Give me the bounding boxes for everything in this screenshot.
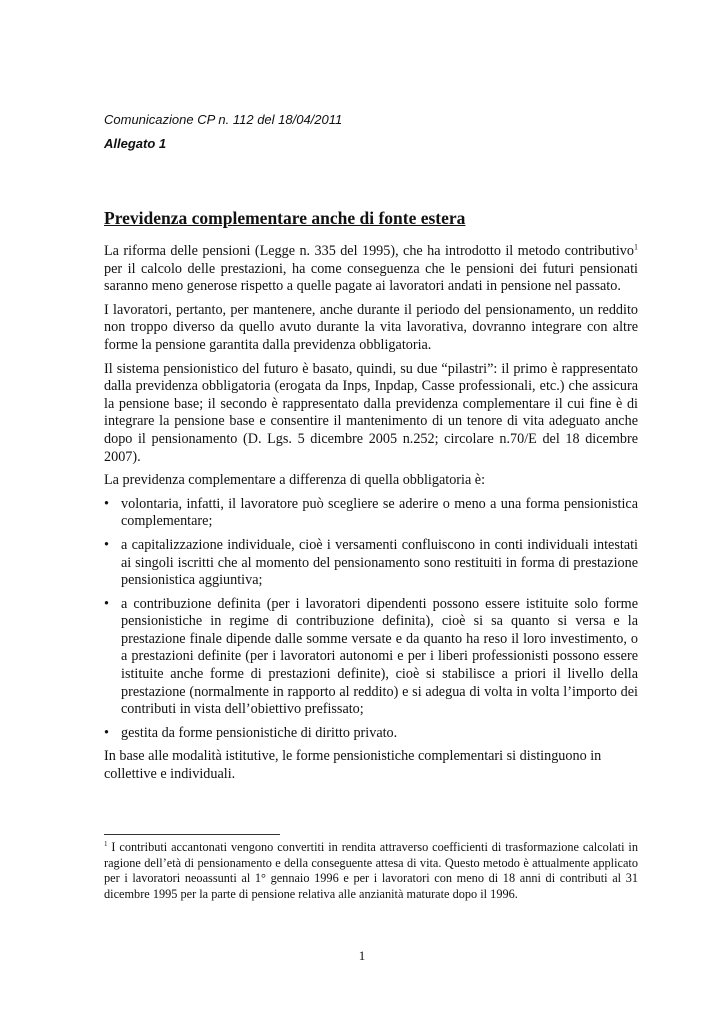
footnote-divider <box>104 834 280 835</box>
bullet-icon: • <box>104 724 109 741</box>
bullet-icon: • <box>104 536 109 553</box>
paragraph-2: I lavoratori, pertanto, per mantenere, anche durante il periodo del pensionamento, un reddito non troppo diverso da quello avuto durante la vita lavorativa, dovranno integrare con altre forme la pensione garantita dalla previdenza obbligatoria. <box>104 301 638 353</box>
paragraph-4: La previdenza complementare a differenza di quella obbligatoria è: <box>104 472 486 489</box>
paragraph-1-text-b: per il calcolo delle prestazioni, ha come conseguenza che le pensioni dei futuri pensionati saranno meno generose rispetto a quelle pagate ai lavoratori andati in pensione nel passato. <box>104 260 638 295</box>
list-item <box>104 596 638 719</box>
characteristics-list <box>104 496 638 743</box>
attachment-label: Allegato 1 <box>104 136 167 151</box>
list-item-text: volontaria, infatti, il lavoratore può scegliere se aderire o meno a una forma pensionistica complementare; <box>121 495 638 530</box>
footnote-number: 1 <box>104 839 108 848</box>
list-item-text: a contribuzione definita (per i lavoratori dipendenti possono essere istituite solo forme pensionistiche in regime di contribuzione definita), cioè si sa quanto si versa e la prestazione finale dipende dalle somme versate e da quanto ha reso il loro investimento, o a prestazioni definite (per i lavoratori autonomi e per i liberi professionisti possono essere istituite anche forme di prestazioni definite), cioè si stabilisce a priori il livello della prestazione (normalmente in rapporto al reddito) e si adegua di volta in volta l’importo dei contributi in vista dell’obiettivo prefissato; <box>121 595 638 718</box>
footnote-text: I contributi accantonati vengono convertiti in rendita attraverso coefficienti di trasformazione calcolati in ragione dell’età di pensionamento e della conseguente attesa di vita. Questo metodo è attualmente applicato per i lavoratori neoassunti al 1° gennaio 1996 e per i lavoratori con meno di 18 anni di contributi al 31 dicembre 1995 per la parte di pensione relativa alle anzianità maturate dopo il 1996. <box>104 840 638 901</box>
document-header <box>104 108 342 156</box>
list-item <box>104 537 638 590</box>
footnote <box>104 840 638 902</box>
list-item-text: gestita da forme pensionistiche di diritto privato. <box>121 724 398 741</box>
communication-reference: Comunicazione CP n. 112 del 18/04/2011 <box>104 112 343 127</box>
paragraph-1 <box>104 243 638 296</box>
document-body <box>104 243 638 790</box>
paragraph-5: In base alle modalità istitutive, le forme pensionistiche complementari si distinguono in collettive e individuali. <box>104 748 602 783</box>
paragraph-1-text-a: La riforma delle pensioni (Legge n. 335 del 1995), che ha introdotto il metodo contributivo <box>104 243 634 259</box>
page-title: Previdenza complementare anche di fonte estera <box>104 208 466 228</box>
list-item-text: a capitalizzazione individuale, cioè i versamenti confluiscono in conti individuali intestati ai singoli iscritti che al momento del pensionamento sono restituiti in forma di prestazione pensionistica aggiuntiva; <box>121 536 638 589</box>
footnote-reference[interactable]: 1 <box>634 242 638 252</box>
list-item <box>104 725 638 743</box>
paragraph-3: Il sistema pensionistico del futuro è basato, quindi, su due “pilastri”: il primo è rappresentato dalla previdenza obbligatoria (erogata da Inps, Inpdap, Casse professionali, etc.) che assicura la pensione base; il secondo è rappresentato dalla previdenza complementare il cui fine è di integrare la pensione base e consentire il mantenimento di un tenore di vita adeguato anche dopo il pensionamento (D. Lgs. 5 dicembre 2005 n.252; circolare n.70/E del 18 dicembre 2007). <box>104 360 638 465</box>
list-item <box>104 496 638 531</box>
bullet-icon: • <box>104 595 109 612</box>
page-number: 1 <box>358 948 366 963</box>
bullet-icon: • <box>104 495 109 512</box>
